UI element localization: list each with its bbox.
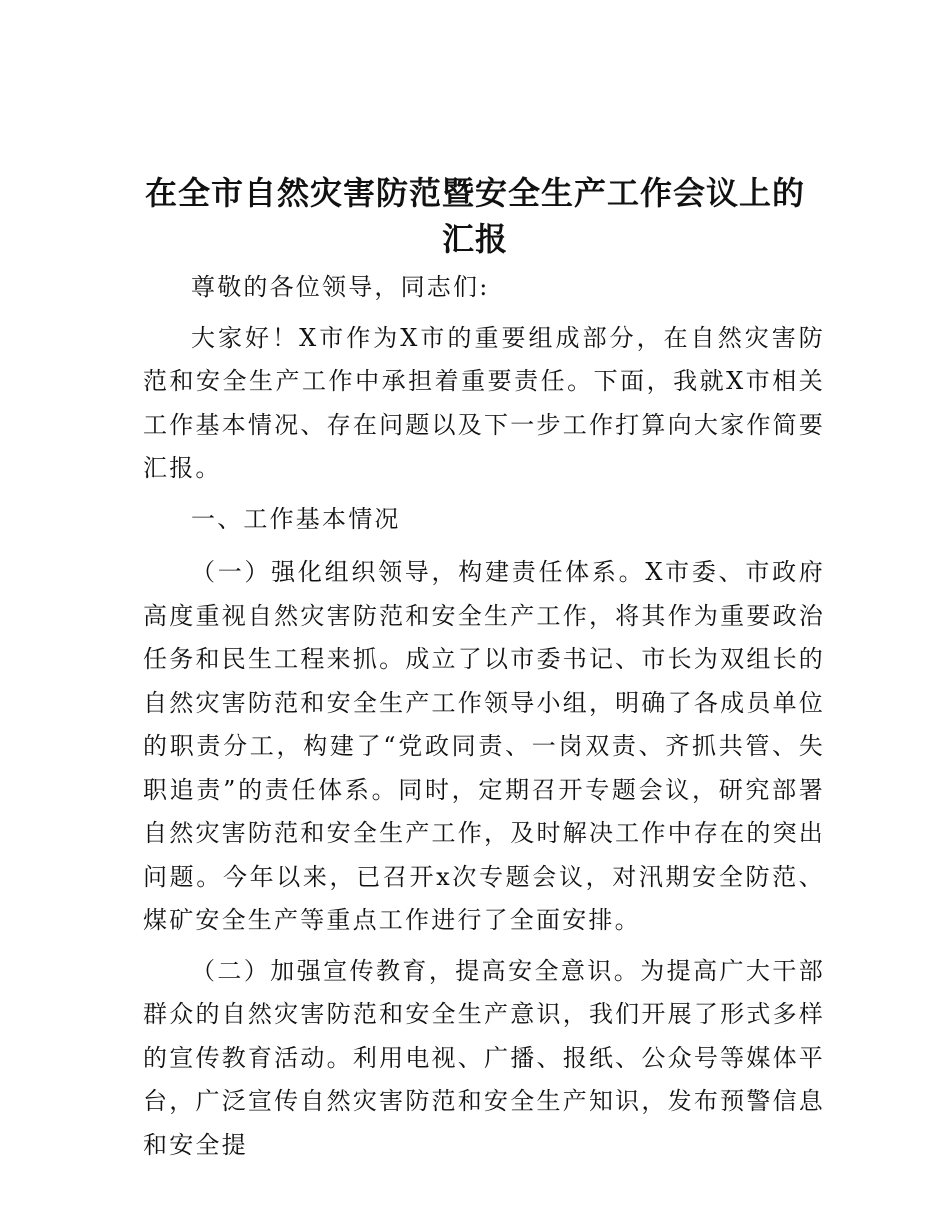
document-body <box>143 266 825 1174</box>
paragraph-2: （二）加强宣传教育，提高安全意识。为提高广大干部群众的自然灾害防范和安全生产意识，我们开展了形式多样的宣传教育活动。利用电视、广播、报纸、公众号等媒体平台，广泛宣传自然灾害防范和安全生产知识，发布预警信息和安全提 <box>143 956 825 1159</box>
paragraph-1: （一）强化组织领导，构建责任体系。X市委、市政府高度重视自然灾害防范和安全生产工作，将其作为重要政治任务和民生工程来抓。成立了以市委书记、市长为双组长的自然灾害防范和安全生产工作领导小组，明确了各成员单位的职责分工，构建了“党政同责、一岗双责、齐抓共管、失职追责”的责任体系。同时，定期召开专题会议，研究部署自然灾害防范和安全生产工作，及时解决工作中存在的突出问题。今年以来，已召开x次专题会议，对汛期安全防范、煤矿安全生产等重点工作进行了全面安排。 <box>143 558 825 934</box>
document-title-line-1: 在全市自然灾害防范暨安全生产工作会议上的 <box>144 174 805 212</box>
salutation: 尊敬的各位领导，同志们: <box>191 273 490 301</box>
intro-paragraph: 大家好！X市作为X市的重要组成部分，在自然灾害防范和安全生产工作中承担着重要责任。下面，我就X市相关工作基本情况、存在问题以及下一步工作打算向大家作简要汇报。 <box>143 323 825 482</box>
document-title-line-2: 汇报 <box>441 220 508 258</box>
section-heading: 一、工作基本情况 <box>191 504 401 533</box>
